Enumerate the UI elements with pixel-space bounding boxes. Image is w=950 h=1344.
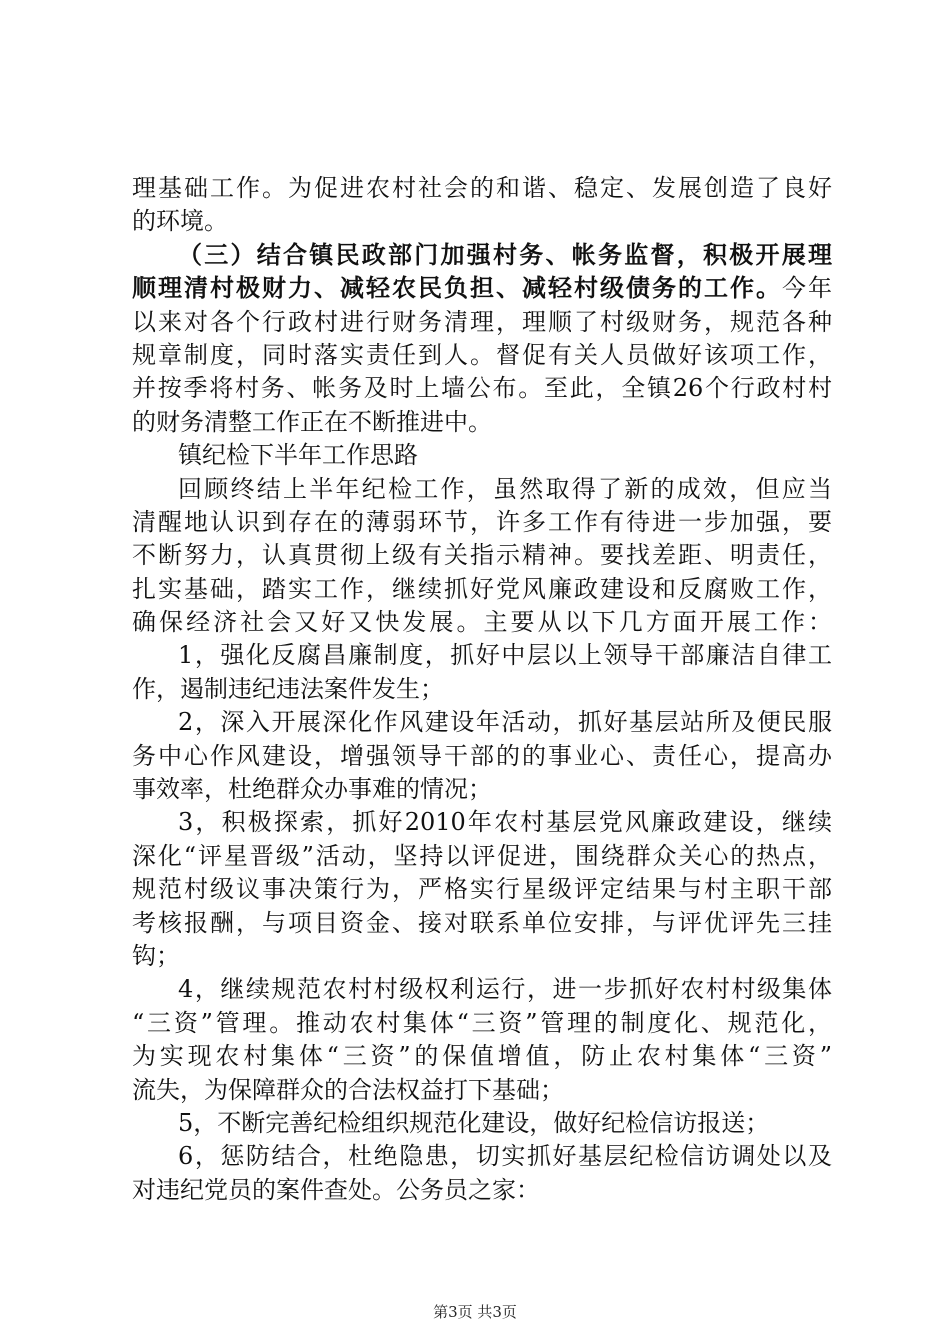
line-text: 理基础工作。为促进农村社会的和谐、稳定、发展创造了良好	[132, 174, 832, 202]
text-line	[132, 907, 832, 940]
line-text: 考核报酬，与项目资金、接对联系单位安排，与评优评先三挂	[132, 908, 832, 937]
document-body	[132, 172, 832, 1207]
line-text: 清醒地认识到存在的薄弱环节，许多工作有待进一步加强，要	[132, 507, 832, 536]
text-line	[132, 272, 832, 305]
text-line	[132, 506, 832, 539]
line-text: 5，不断完善纪检组织规范化建设，做好纪检信访报送；	[178, 1108, 770, 1137]
text-line	[132, 773, 832, 806]
text-line	[132, 840, 832, 873]
text-line	[132, 539, 832, 572]
text-line	[132, 172, 832, 205]
text-line	[132, 1074, 832, 1107]
text-line	[132, 1140, 832, 1173]
text-line	[132, 973, 832, 1006]
line-text: 作，遏制违纪违法案件发生；	[132, 674, 444, 703]
text-line	[132, 940, 832, 973]
line-text: 回顾终结上半年纪检工作，虽然取得了新的成效，但应当	[178, 474, 832, 503]
text-line	[132, 573, 832, 606]
line-text: 深化“评星晋级”活动，坚持以评促进，围绕群众关心的热点，	[132, 841, 832, 870]
line-text: 扎实基础，踏实工作，继续抓好党风廉政建设和反腐败工作，	[132, 574, 832, 603]
bold-heading-text: 顺理清村极财力、减轻农民负担、减轻村级债务的工作。	[132, 274, 782, 303]
line-text: 2，深入开展深化作风建设年活动，抓好基层站所及便民服	[178, 708, 832, 737]
line-text: 以来对各个行政村进行财务清理，理顺了村级财务，规范各种	[132, 307, 832, 336]
text-line	[132, 205, 832, 238]
text-line	[132, 606, 832, 639]
text-line	[132, 473, 832, 506]
text-line	[132, 306, 832, 339]
text-line	[132, 439, 832, 472]
line-text: 并按季将村务、帐务及时上墙公布。至此，全镇26个行政村村	[132, 374, 832, 403]
line-text: 的财务清整工作正在不断推进中。	[132, 407, 492, 436]
text-line	[132, 372, 832, 405]
line-text: 今年	[782, 274, 832, 303]
line-text: 规范村级议事决策行为，严格实行星级评定结果与村主职干部	[132, 875, 832, 904]
line-text: 为实现农村集体“三资”的保值增值，防止农村集体“三资”	[132, 1042, 832, 1071]
text-line	[132, 706, 832, 739]
text-line	[132, 1007, 832, 1040]
line-text: 规章制度，同时落实责任到人。督促有关人员做好该项工作，	[132, 340, 832, 369]
text-line	[132, 1174, 832, 1207]
text-line	[132, 339, 832, 372]
text-line	[132, 673, 832, 706]
line-text: “三资”管理。推动农村集体“三资”管理的制度化、规范化，	[132, 1008, 832, 1037]
line-text: 钩；	[132, 941, 180, 970]
line-text: 不断努力，认真贯彻上级有关指示精神。要找差距、明责任，	[132, 541, 832, 570]
line-text: 3，积极探索，抓好2010年农村基层党风廉政建设，继续	[178, 808, 832, 837]
text-line	[132, 406, 832, 439]
line-text: 事效率，杜绝群众办事难的情况；	[132, 775, 492, 804]
line-text: 1，强化反腐昌廉制度，抓好中层以上领导干部廉洁自律工	[178, 641, 832, 670]
line-text: 镇纪检下半年工作思路	[178, 441, 418, 470]
text-line	[132, 639, 832, 672]
text-line	[132, 1040, 832, 1073]
page-footer: 第3页 共3页	[433, 1303, 517, 1321]
line-text: 4，继续规范农村村级权利运行，进一步抓好农村村级集体	[178, 975, 832, 1004]
bold-heading-text: （三）结合镇民政部门加强村务、帐务监督，积极开展理	[178, 240, 832, 269]
text-line	[132, 1107, 832, 1140]
line-text: 6，惩防结合，杜绝隐患，切实抓好基层纪检信访调处以及	[178, 1142, 832, 1171]
line-text: 务中心作风建设，增强领导干部的的事业心、责任心，提高办	[132, 741, 832, 770]
line-text: 确保经济社会又好又快发展。主要从以下几方面开展工作：	[132, 608, 832, 637]
line-text: 流失，为保障群众的合法权益打下基础；	[132, 1075, 564, 1104]
text-line	[132, 873, 832, 906]
line-text: 的环境。	[132, 207, 228, 236]
line-text: 对违纪党员的案件查处。公务员之家：	[132, 1175, 540, 1204]
text-line	[132, 806, 832, 839]
text-line	[132, 740, 832, 773]
text-line	[132, 239, 832, 272]
